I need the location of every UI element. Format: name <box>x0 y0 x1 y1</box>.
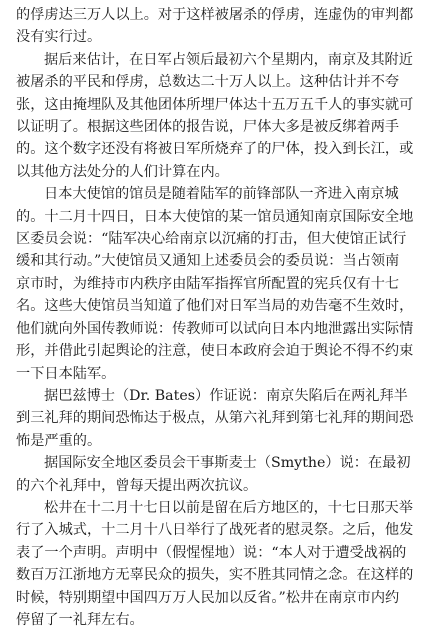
text-line: 时候，特别期望中国四万万人民加以反省。”松井在南京市内约 <box>16 589 400 606</box>
text-line: 据国际安全地区委员会干事斯麦士（Smythe）说：在最初 <box>44 455 411 472</box>
text-line: 的六个礼拜中，曾每天提出两次抗议。 <box>16 477 258 494</box>
text-line: 数百万江浙地方无辜民众的损失，实不胜其同情之念。在这样的 <box>16 567 414 584</box>
text-line: 他们就向外国传教师说：传教师可以试向日本内地泄露出实际情 <box>16 320 414 337</box>
text-line: 日本大使馆的馆员是随着陆军的前锋部队一齐进入南京城 <box>44 186 399 203</box>
text-line: 形，并借此引起舆论的注意，使日本政府会迫于舆论不得不约束 <box>16 343 414 360</box>
text-line: 的。这个数字还没有将被日军所烧弃了的尸体，投入到长江，或 <box>16 141 414 158</box>
text-line: 行了入城式，十二月十八日举行了战死者的慰灵祭。之后，他发 <box>16 522 414 539</box>
text-line: 以其他方法处分的人们计算在内。 <box>16 163 229 180</box>
text-line: 没有实行过。 <box>16 29 102 46</box>
text-line: 据巴兹博士（Dr. Bates）作证说：南京失陷后在两礼拜半 <box>44 387 408 404</box>
text-line: 京市时，为维持市内秩序由陆军指挥官所配置的宪兵仅有十七 <box>16 275 400 292</box>
text-line: 的。十二月十四日，日本大使馆的某一馆员通知南京国际安全地 <box>16 208 414 225</box>
text-line: 到三礼拜的期间恐怖达于极点，从第六礼拜到第七礼拜的期间恐 <box>16 410 414 427</box>
text-line: 停留了一礼拜左右。 <box>16 611 144 628</box>
text-line: 松井在十二月十七日以前是留在后方地区的，十七日那天举 <box>44 499 413 516</box>
text-line: 怖是严重的。 <box>16 432 102 449</box>
text-line: 以证明了。根据这些团体的报告说，尸体大多是被反绑着两手 <box>16 119 400 136</box>
text-line: 被屠杀的平民和俘虏，总数达二十万人以上。这种估计并不夸 <box>16 74 400 91</box>
text-line: 一下日本陆军。 <box>16 365 116 382</box>
text-line: 表了一个声明。声明中（假惺惺地）说：“本人对于遭受战祸的 <box>16 544 407 561</box>
text-line: 区委员会说：“陆军决心给南京以沉痛的打击，但大使馆正试行 <box>16 231 407 248</box>
text-line: 的俘虏达三万人以上。对于这样被屠杀的俘虏，连虚伪的审判都 <box>16 7 414 23</box>
text-line: 缓和其行动。”大使馆员又通知上述委员会的委员说：当占领南 <box>16 253 400 270</box>
text-line: 名。这些大使馆员当知道了他们对日军当局的劝告毫不生效时， <box>16 298 414 315</box>
text-line: 张，这由掩埋队及其他团体所埋尸体达十五万五千人的事实就可 <box>16 96 414 113</box>
text-line: 据后来估计，在日军占领后最初六个星期内，南京及其附近 <box>44 51 413 68</box>
